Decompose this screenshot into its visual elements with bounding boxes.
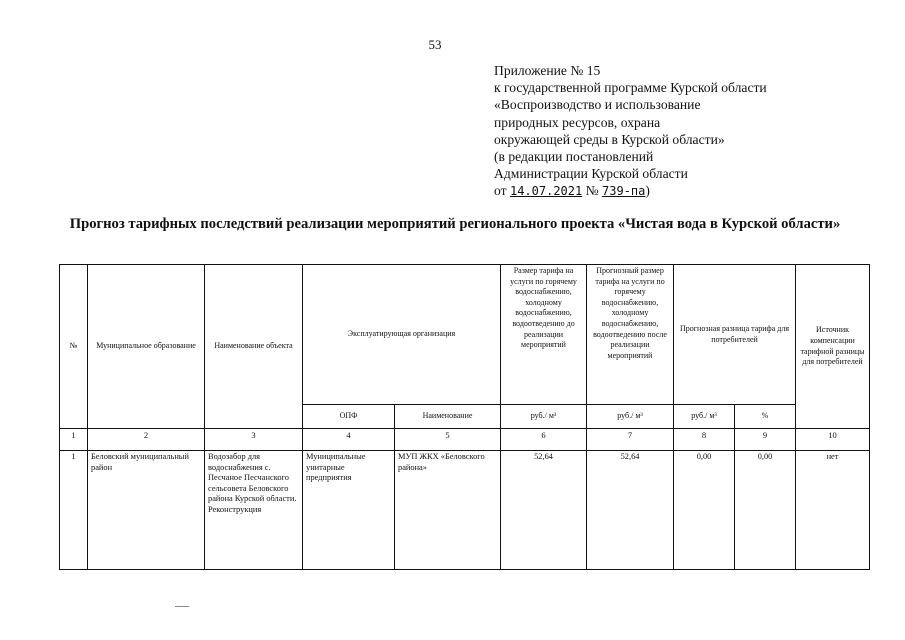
header-percent: % bbox=[735, 405, 796, 429]
appendix-line: Администрации Курской области bbox=[494, 166, 688, 182]
header-source: Источник компенсации тарифной разницы для потребителей bbox=[796, 265, 870, 429]
header-no: № bbox=[60, 265, 88, 429]
column-number: 2 bbox=[88, 429, 205, 451]
header-unit-after: руб./ м³ bbox=[587, 405, 674, 429]
scan-mark bbox=[175, 606, 189, 607]
cell-diff-rub: 0,00 bbox=[674, 451, 735, 570]
column-number: 3 bbox=[205, 429, 303, 451]
resolution-number: 739-па bbox=[602, 184, 646, 199]
page-number: 53 bbox=[428, 37, 442, 52]
header-unit-diff: руб./ м³ bbox=[674, 405, 735, 429]
header-unit-before: руб./ м³ bbox=[501, 405, 587, 429]
header-name: Наименование bbox=[395, 405, 501, 429]
column-number: 4 bbox=[303, 429, 395, 451]
close-paren: ) bbox=[645, 183, 650, 199]
cell-source: нет bbox=[796, 451, 870, 570]
cell-diff-percent: 0,00 bbox=[735, 451, 796, 570]
header-difference: Прогнозная разница тарифа для потребителей bbox=[674, 265, 796, 405]
cell-object: Водозабор для водоснабжения с. Песчаное Песчанского сельсовета Беловского района Курской области. Реконструкция bbox=[205, 451, 303, 570]
cell-tariff-before: 52,64 bbox=[501, 451, 587, 570]
column-number: 1 bbox=[60, 429, 88, 451]
resolution-line bbox=[494, 182, 894, 200]
resolution-date: 14.07.2021 bbox=[509, 184, 583, 199]
table-header-row bbox=[60, 265, 870, 405]
appendix-line: окружающей среды в Курской области» bbox=[494, 131, 725, 147]
table-row bbox=[60, 451, 870, 570]
column-number: 7 bbox=[587, 429, 674, 451]
header-tariff-forecast: Прогнозный размер тарифа на услуги по горячему водоснабжению, холодному водоснабжению, водоотведению после реализации мероприятий bbox=[587, 265, 674, 405]
appendix-block bbox=[494, 62, 894, 201]
appendix-line: «Воспроизводство и использование bbox=[494, 97, 701, 113]
header-opf: ОПФ bbox=[303, 405, 395, 429]
header-tariff-size: Размер тарифа на услуги по горячему водоснабжению, холодному водоснабжению, водоотведению до реализации мероприятий bbox=[501, 265, 587, 405]
column-number: 6 bbox=[501, 429, 587, 451]
cell-tariff-after: 52,64 bbox=[587, 451, 674, 570]
appendix-line: Приложение № 15 bbox=[494, 63, 601, 78]
appendix-line: к государственной программе Курской области bbox=[494, 80, 767, 96]
header-municipality: Муниципальное образование bbox=[88, 265, 205, 429]
cell-municipality: Беловский муниципальный район bbox=[88, 451, 205, 570]
column-number: 5 bbox=[395, 429, 501, 451]
column-number: 8 bbox=[674, 429, 735, 451]
header-object: Наименование объекта bbox=[205, 265, 303, 429]
column-number: 10 bbox=[796, 429, 870, 451]
column-number-row bbox=[60, 429, 870, 451]
date-prefix: от bbox=[494, 183, 507, 199]
tariff-table bbox=[59, 264, 870, 570]
document-title: Прогноз тарифных последствий реализации мероприятий регионального проекта «Чистая вода в Курской области» bbox=[69, 216, 841, 232]
number-prefix: № bbox=[585, 183, 599, 199]
cell-opf: Муниципальные унитарные предприятия bbox=[303, 451, 395, 570]
header-operator: Эксплуатирующая организация bbox=[303, 265, 501, 405]
appendix-line: природных ресурсов, охрана bbox=[494, 114, 661, 130]
column-number: 9 bbox=[735, 429, 796, 451]
appendix-line: (в редакции постановлений bbox=[494, 149, 654, 165]
cell-operator-name: МУП ЖКХ «Беловского района» bbox=[395, 451, 501, 570]
cell-no: 1 bbox=[60, 451, 88, 570]
